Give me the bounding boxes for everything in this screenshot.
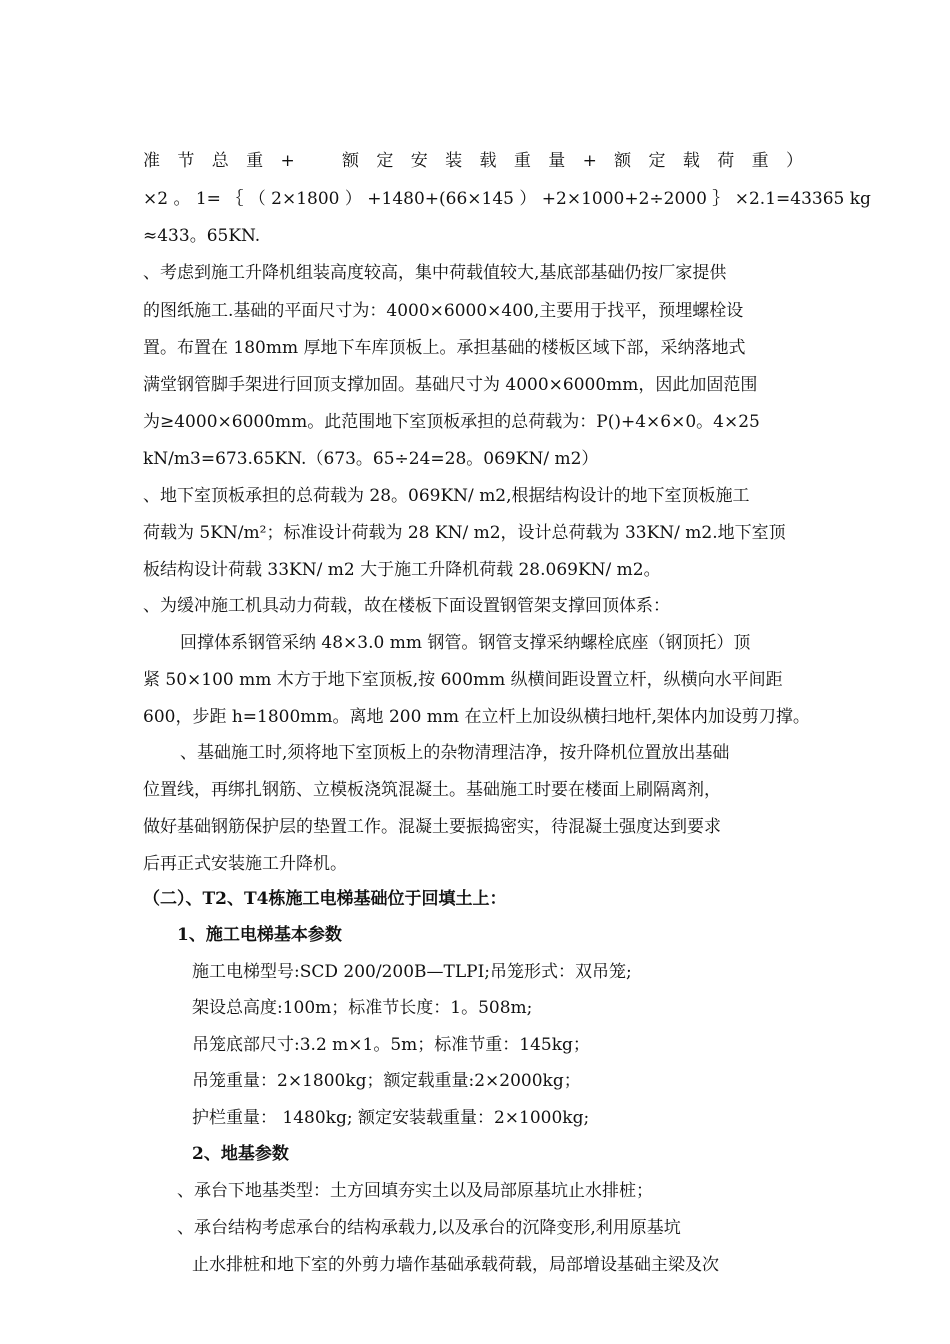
formula-char: 重 xyxy=(246,151,264,171)
paragraph-line: 荷载为 5KN/m²；标准设计荷载为 28 KN/ m2，设计总荷载为 33KN/ m2.地下室顶 xyxy=(143,523,786,543)
paragraph-line: 做好基础钢筋保护层的垫置工作。混凝土要振捣密实，待混凝土强度达到要求 xyxy=(143,817,721,837)
section-heading: （二）、T2、T4栋施工电梯基础位于回填土上： xyxy=(143,889,507,909)
paragraph-line: 为≥4000×6000mm。此范围地下室顶板承担的总荷载为：P()+4×6×0。4×25 xyxy=(143,412,760,432)
paragraph-line: 紧 50×100 mm 木方于地下室顶板,按 600mm 纵横间距设置立杆，纵横向水平间距 xyxy=(143,670,783,690)
formula-char: 额 xyxy=(342,151,360,171)
parameter-line: 护栏重量： 1480kg; 额定安装载重量：2×1000kg; xyxy=(192,1108,590,1128)
paragraph-line: kN/m3=673.65KN.（673。65÷24=28。069KN/ m2） xyxy=(143,449,599,469)
formula-char: 定 xyxy=(376,151,394,171)
formula-char: 准 xyxy=(143,151,160,171)
paragraph-line: 回撑体系钢管采纳 48×3.0 mm 钢管。钢管支撑采纳螺栓底座（钢顶托）顶 xyxy=(180,633,751,653)
paragraph-line: 板结构设计荷载 33KN/ m2 大于施工升降机荷载 28.069KN/ m2。 xyxy=(143,560,661,580)
formula-char: 重 xyxy=(513,151,531,171)
parameter-line: 施工电梯型号:SCD 200/200B—TLPI;吊笼形式：双吊笼; xyxy=(192,962,632,982)
formula-char: 安 xyxy=(410,151,428,171)
paragraph-line: 后再正式安装施工升降机。 xyxy=(143,854,347,874)
paragraph-line: 止水排桩和地下室的外剪力墙作基础承载荷载，局部增设基础主梁及次 xyxy=(192,1255,719,1275)
formula-char: 装 xyxy=(445,151,463,171)
paragraph-line: 600，步距 h=1800mm。离地 200 mm 在立杆上加设纵横扫地杆,架体内加设剪刀撑。 xyxy=(143,707,810,727)
formula-char: 量 xyxy=(548,151,566,171)
formula-char: + xyxy=(582,151,597,171)
paragraph-line: 位置线，再绑扎钢筋、立模板浇筑混凝土。基础施工时要在楼面上刷隔离剂， xyxy=(143,780,721,800)
paragraph-line: 、为缓冲施工机具动力荷载，故在楼板下面设置钢管架支撑回顶体系： xyxy=(143,596,670,616)
paragraph-line: 满堂钢管脚手架进行回顶支撑加固。基础尺寸为 4000×6000mm，因此加固范围 xyxy=(143,375,758,395)
formula-char: 总 xyxy=(211,151,229,171)
formula-char: 载 xyxy=(682,151,700,171)
formula-char: ） xyxy=(785,151,803,171)
parameter-line: 吊笼重量：2×1800kg；额定载重量:2×2000kg； xyxy=(192,1071,581,1091)
paragraph-line: 、考虑到施工升降机组装高度较高，集中荷载值较大,基底部基础仍按厂家提供 xyxy=(143,263,727,283)
parameter-line: 架设总高度:100m；标准节长度：1。508m; xyxy=(192,998,533,1018)
paragraph-line: 置。布置在 180mm 厚地下车库顶板上。承担基础的楼板区域下部，采纳落地式 xyxy=(143,338,746,358)
formula-char: 重 xyxy=(751,151,769,171)
formula-char: 额 xyxy=(614,151,632,171)
paragraph-line: 、基础施工时,须将地下室顶板上的杂物清理洁净，按升降机位置放出基础 xyxy=(180,743,730,763)
paragraph-line: 、地下室顶板承担的总荷载为 28。069KN/ m2,根据结构设计的地下室顶板施工 xyxy=(143,486,750,506)
paragraph-line: 、承台结构考虑承台的结构承载力,以及承台的沉降变形,利用原基坑 xyxy=(177,1218,681,1238)
parameter-line: 吊笼底部尺寸:3.2 m×1。5m；标准节重：145kg； xyxy=(192,1035,590,1055)
text-line-result: ≈433。65KN. xyxy=(143,226,261,246)
subsection-heading: 2、地基参数 xyxy=(192,1144,289,1164)
text-line-formula-header xyxy=(143,151,803,171)
text-line-formula: ×2 。 1= ｛ （ 2×1800 ） +1480+(66×145 ） +2×1000+2÷2000 ｝ ×2.1=43365 kg xyxy=(143,189,871,209)
formula-char: 荷 xyxy=(717,151,735,171)
subsection-heading: 1、施工电梯基本参数 xyxy=(177,925,342,945)
paragraph-line: 、承台下地基类型：土方回填夯实土以及局部原基坑止水排桩； xyxy=(177,1181,653,1201)
formula-char: 定 xyxy=(648,151,666,171)
formula-char: + xyxy=(280,151,295,171)
formula-char: 节 xyxy=(177,151,195,171)
paragraph-line: 的图纸施工.基础的平面尺寸为：4000×6000×400,主要用于找平，预埋螺栓设 xyxy=(143,301,744,321)
formula-char: 载 xyxy=(479,151,497,171)
